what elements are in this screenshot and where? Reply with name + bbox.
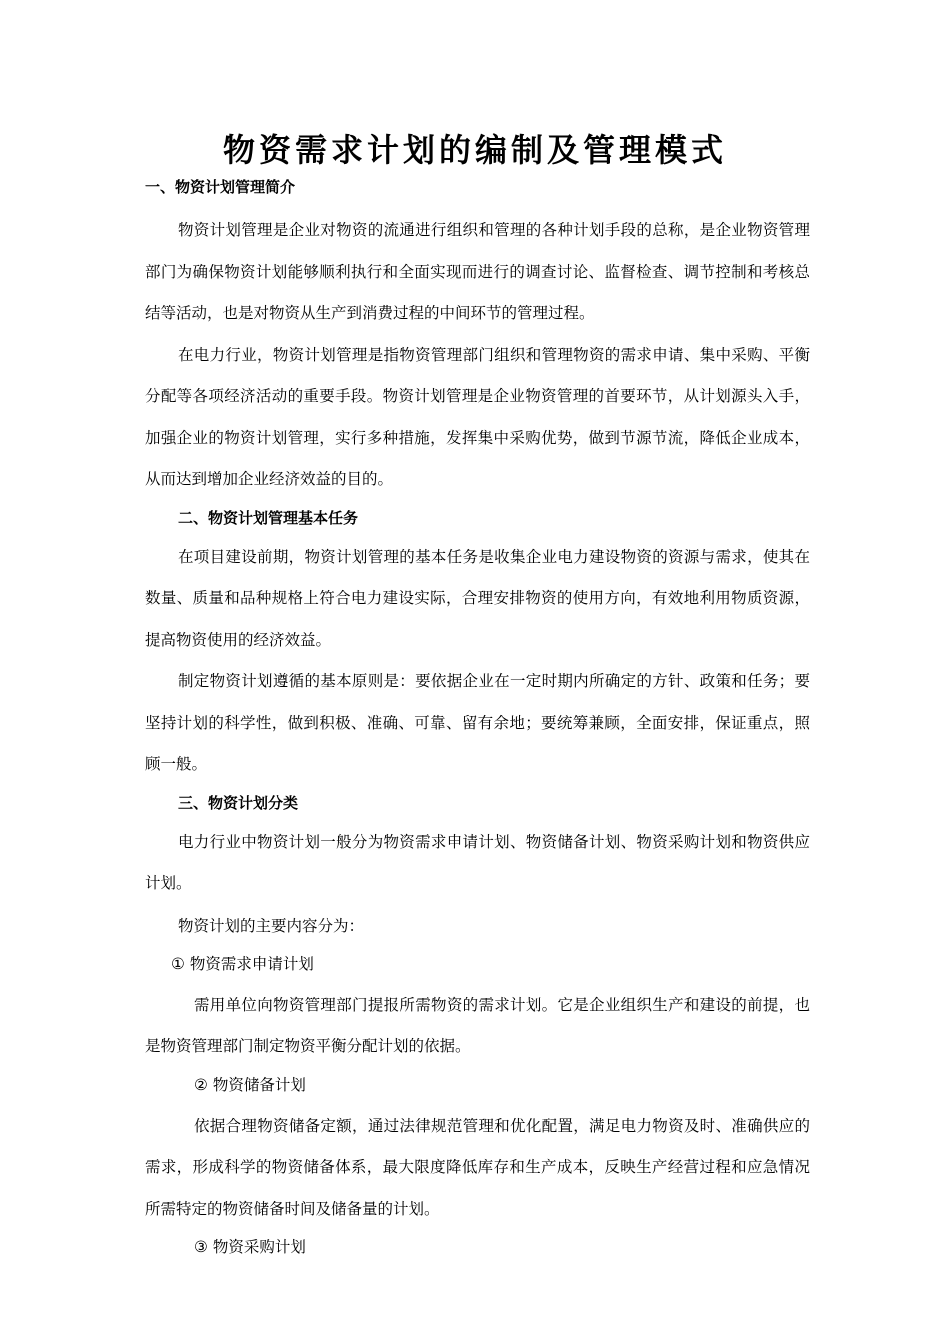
document-title: 物资需求计划的编制及管理模式: [222, 131, 727, 169]
section-2-paragraph-2: 制定物资计划遵循的基本原则是：要依据企业在一定时期内所确定的方针、政策和任务；要坚持计划的科学性，做到积极、准确、可靠、留有余地；要统筹兼顾，全面安排，保证重点，照顾一般。: [145, 672, 810, 773]
plan-item-label-2: ② 物资储备计划: [194, 1075, 306, 1094]
plan-item-text-2: 依据合理物资储备定额，通过法律规范管理和优化配置，满足电力物资及时、准确供应的需求，形成科学的物资储备体系，最大限度降低库存和生产成本，反映生产经营过程和应急情况所需特定的物资储备时间及储备量的计划。: [145, 1116, 810, 1218]
section-heading-2: 二、物资计划管理基本任务: [178, 508, 359, 527]
section-3-intro: 物资计划的主要内容分为：: [178, 916, 365, 935]
section-2-paragraph-1: 在项目建设前期，物资计划管理的基本任务是收集企业电力建设物资的资源与需求，使其在数量、质量和品种规格上符合电力建设实际，合理安排物资的使用方向，有效地利用物质资源，提高物资使用的经济效益。: [145, 547, 810, 649]
document-body: [145, 176, 810, 1268]
section-1-paragraph-1: 物资计划管理是企业对物资的流通进行组织和管理的各种计划手段的总称，是企业物资管理部门为确保物资计划能够顺利执行和全面实现而进行的调查讨论、监督检查、调节控制和考核总结等活动，也是对物资从生产到消费过程的中间环节的管理过程。: [145, 221, 810, 322]
plan-item-text-1: 需用单位向物资管理部门提报所需物资的需求计划。它是企业组织生产和建设的前提，也是物资管理部门制定物资平衡分配计划的依据。: [145, 995, 810, 1055]
section-heading-1: 一、物资计划管理简介: [145, 178, 296, 196]
section-heading-3: 三、物资计划分类: [178, 793, 299, 812]
plan-item-label-3: ③ 物资采购计划: [194, 1238, 306, 1256]
plan-item-label-1: ① 物资需求申请计划: [171, 954, 314, 973]
section-1-paragraph-2: 在电力行业，物资计划管理是指物资管理部门组织和管理物资的需求申请、集中采购、平衡分配等各项经济活动的重要手段。物资计划管理是企业物资管理的首要环节，从计划源头入手，加强企业的物资计划管理，实行多种措施，发挥集中采购优势，做到节源节流，降低企业成本，从而达到增加企业经济效益的目的。: [145, 345, 810, 488]
section-3-paragraph-1: 电力行业中物资计划一般分为物资需求申请计划、物资储备计划、物资采购计划和物资供应计划。: [145, 832, 810, 892]
